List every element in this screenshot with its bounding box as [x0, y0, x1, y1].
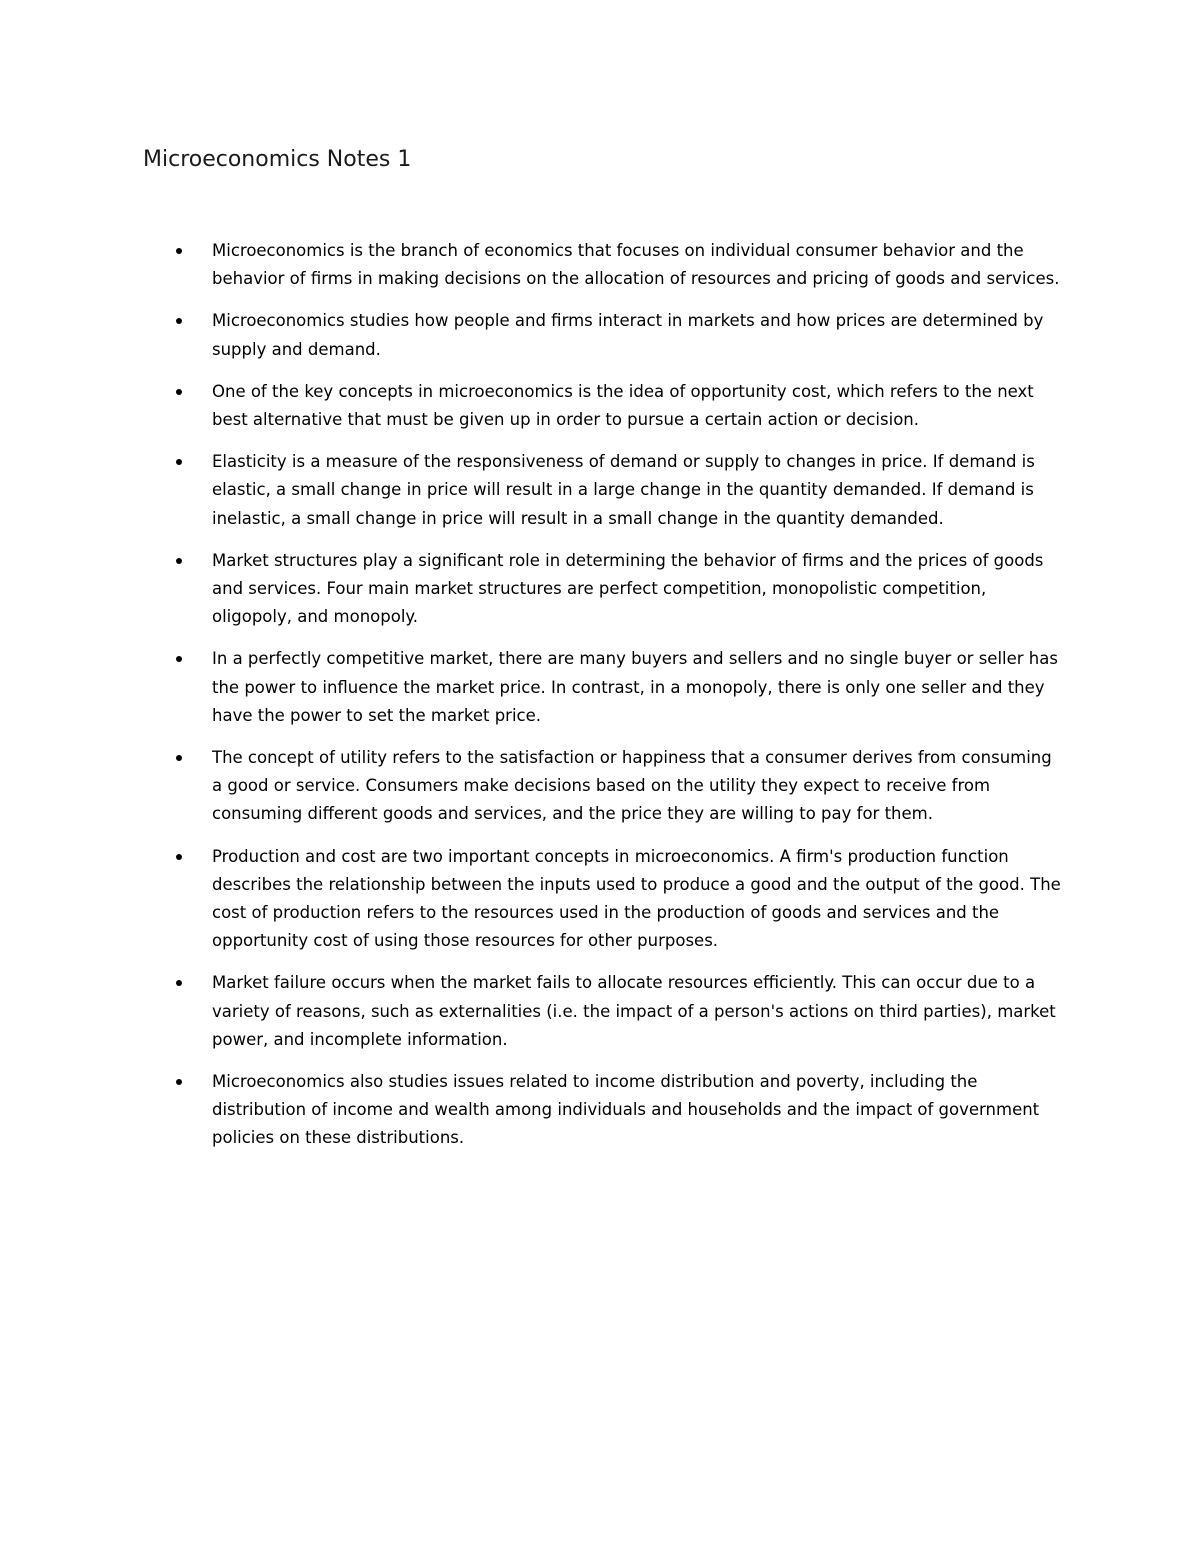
- note-text: Microeconomics also studies issues related to income distribution and poverty, including the distribution of income and wealth among individuals and households and the impact of government policies on these distributions.: [212, 1072, 1040, 1148]
- bullet-icon: [176, 558, 182, 564]
- list-item: [212, 547, 1062, 632]
- list-item: [212, 645, 1062, 730]
- list-item: [212, 843, 1062, 956]
- note-text: The concept of utility refers to the satisfaction or happiness that a consumer derives from consuming a good or service. Consumers make decisions based on the utility they expect to receive from consuming different goods and services, and the price they are willing to pay for them.: [212, 748, 1052, 824]
- bullet-icon: [176, 980, 182, 986]
- note-text: One of the key concepts in microeconomics is the idea of opportunity cost, which refers to the next best alternative that must be given up in order to pursue a certain action or decision.: [212, 381, 1034, 430]
- list-item: [212, 237, 1062, 293]
- note-text: Market structures play a significant role in determining the behavior of firms and the prices of goods and services. Four main market structures are perfect competition, monopolistic competition, oligopoly, and monopoly.: [212, 550, 1044, 627]
- note-text: In a perfectly competitive market, there are many buyers and sellers and no single buyer or seller has the power to influence the market price. In contrast, in a monopoly, there is only one seller and they have the power to set the market price.: [212, 649, 1058, 725]
- note-text: Production and cost are two important concepts in microeconomics. A firm's production function describes the relationship between the inputs used to produce a good and the output of the good. The cost of production refers to the resources used in the production of goods and services and the opportunity cost of using those resources for other purposes.: [212, 846, 1061, 951]
- bullet-icon: [176, 656, 182, 662]
- list-item: [212, 307, 1062, 363]
- bullet-icon: [176, 248, 182, 254]
- bullet-icon: [176, 1079, 182, 1085]
- bullet-icon: [176, 318, 182, 324]
- note-text: Market failure occurs when the market fails to allocate resources efficiently. This can occur due to a variety of reasons, such as externalities (i.e. the impact of a person's actions on third parties), market power, and incomplete information.: [212, 973, 1056, 1049]
- list-item: [212, 969, 1062, 1054]
- note-text: Elasticity is a measure of the responsiveness of demand or supply to changes in price. If demand is elastic, a small change in price will result in a large change in the quantity demanded. If demand is inelastic, a small change in price will result in a small change in the quantity demanded.: [212, 452, 1035, 528]
- bullet-icon: [176, 854, 182, 860]
- list-item: [212, 1068, 1062, 1153]
- bullet-icon: [176, 459, 182, 465]
- bullet-icon: [176, 389, 182, 395]
- list-item: [212, 378, 1062, 434]
- bullet-icon: [176, 755, 182, 761]
- notes-list: [212, 237, 1062, 1167]
- list-item: [212, 448, 1062, 533]
- list-item: [212, 744, 1062, 829]
- note-text: Microeconomics studies how people and firms interact in markets and how prices are determined by supply and demand.: [212, 311, 1044, 359]
- document-title: Microeconomics Notes 1: [143, 147, 412, 172]
- note-text: Microeconomics is the branch of economics that focuses on individual consumer behavior and the behavior of firms in making decisions on the allocation of resources and pricing of goods and services.: [212, 241, 1060, 289]
